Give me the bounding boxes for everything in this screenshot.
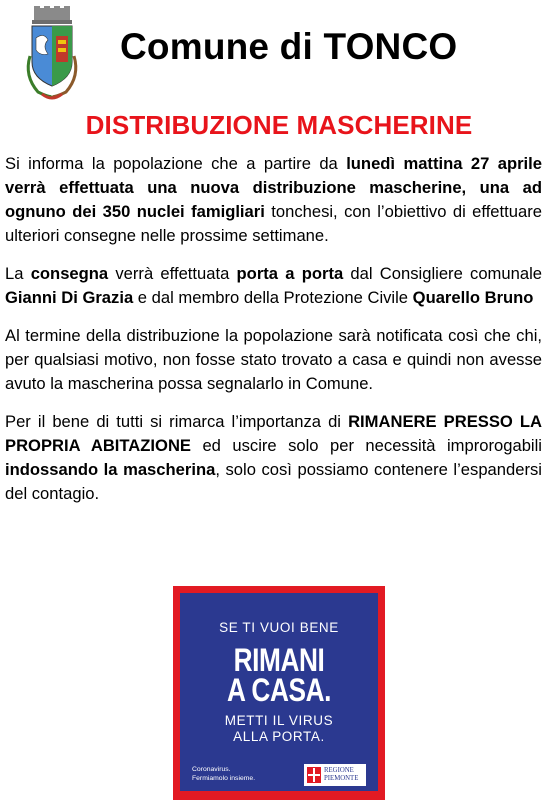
text-run: , solo così possiamo contenere l’espandersi del contagio.: [5, 460, 542, 503]
paragraph: [5, 410, 542, 506]
poster-slogan-line-1: METTI IL VIRUS: [224, 713, 334, 728]
regione-piemonte-logo: [304, 764, 366, 786]
piemonte-cross-icon: [307, 767, 321, 783]
paragraph: [5, 152, 542, 248]
stay-home-poster: [173, 586, 385, 800]
bold-text: consegna: [30, 264, 109, 283]
poster-panel: [180, 593, 378, 791]
text-run: e dal membro della Protezione Civile: [133, 288, 413, 307]
poster-footer-line-1: Coronavirus.: [192, 766, 231, 773]
page-header: [0, 0, 558, 110]
paragraph: [5, 262, 542, 310]
text-run: ed uscire solo per necessità improrogabili: [191, 436, 542, 455]
poster-slogan-line-2: ALLA PORTA.: [233, 729, 325, 744]
notice-title: DISTRIBUZIONE MASCHERINE: [85, 110, 473, 140]
poster-headline: [198, 642, 360, 708]
text-run: tonchesi, con l’obiettivo di effettuare ulteriori consegne nelle prossime settimane.: [5, 202, 542, 245]
bold-text: indossando la mascherina: [5, 460, 216, 479]
bold-text: porta a porta: [236, 264, 344, 283]
regione-piemonte-text: [324, 767, 358, 783]
bold-text: Quarello Bruno: [412, 288, 534, 307]
logo-line-1: REGIONE: [324, 767, 354, 774]
logo-line-2: PIEMONTE: [324, 775, 359, 782]
poster-headline-line-2: A CASA.: [226, 672, 332, 708]
page-title: Comune di TONCO: [120, 26, 458, 67]
text-run: verrà effettuata: [108, 264, 237, 283]
notice-body: [5, 152, 542, 520]
paragraph: [5, 324, 542, 396]
text-run: La: [5, 264, 31, 283]
bold-text: RIMANERE PRESSO LA PROPRIA ABITAZIONE: [5, 412, 543, 455]
poster-footer: [192, 765, 255, 783]
poster-headline-line-1: RIMANI: [233, 642, 325, 678]
text-run: Si informa la popolazione che a partire da: [5, 154, 347, 173]
poster-slogan: [180, 713, 378, 745]
text-run: Al termine della distribuzione la popolazione sarà notificata così che chi, per qualsiasi motivo, non fosse stato trovato a casa e quindi non avesse avuto la mascherina possa segnalarlo in Comune.: [5, 326, 542, 393]
poster-footer-line-2: Fermiamolo insieme.: [192, 775, 256, 782]
text-run: Per il bene di tutti si rimarca l’importanza di: [5, 412, 349, 431]
bold-text: lunedì mattina 27 aprile verrà effettuata una nuova distribuzione mascherine, una ad ognuno dei 350 nuclei famigliari: [5, 154, 542, 221]
text-run: dal Consigliere comunale: [343, 264, 542, 283]
bold-text: Gianni Di Grazia: [5, 288, 134, 307]
poster-top-line: SE TI VUOI BENE: [219, 620, 339, 635]
coat-of-arms-icon: [20, 6, 84, 102]
